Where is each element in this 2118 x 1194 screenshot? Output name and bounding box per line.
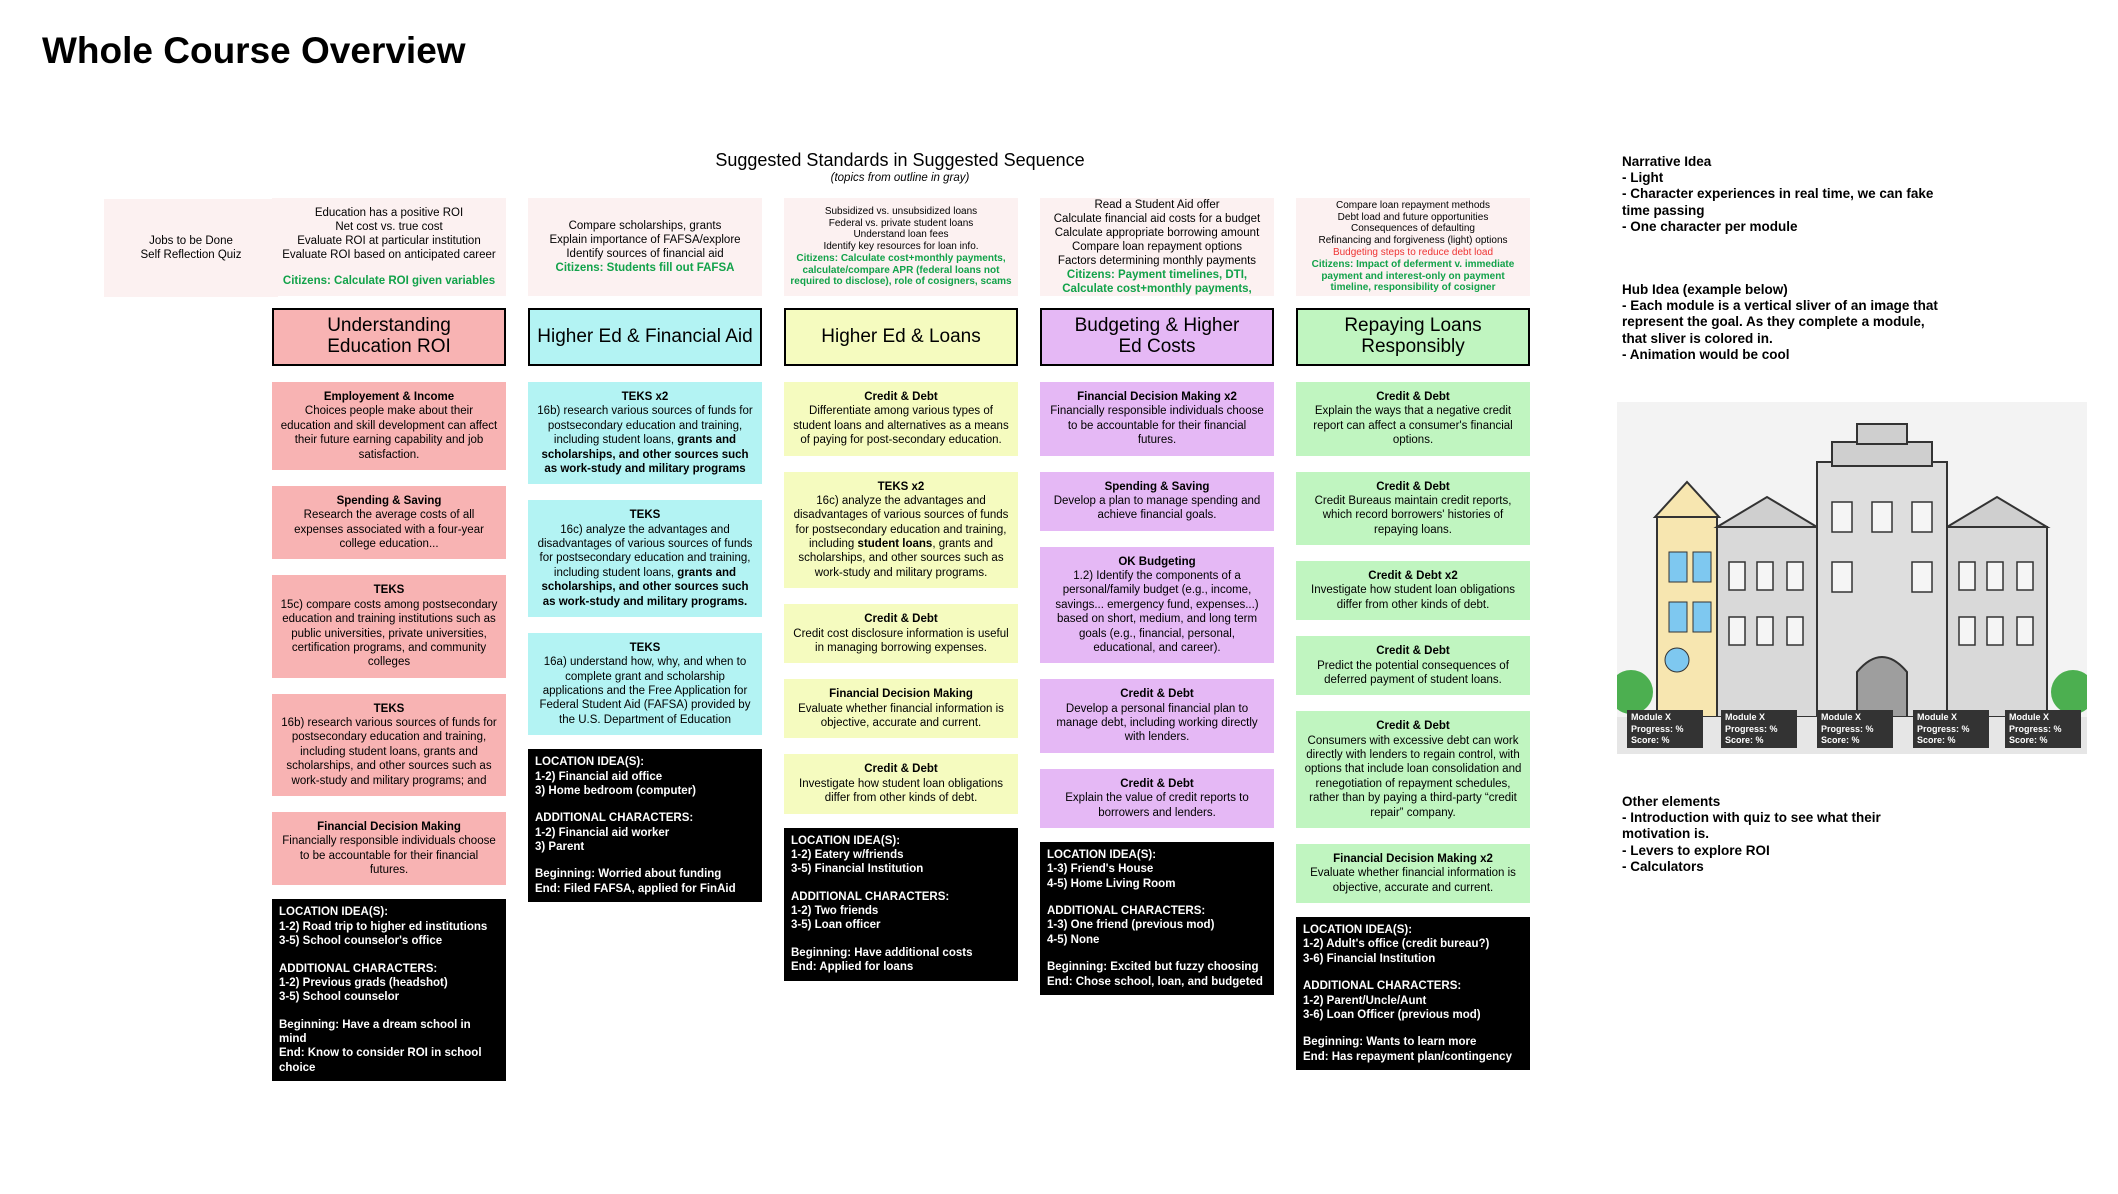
card-title: OK Budgeting: [1118, 555, 1196, 568]
topic-line: Identify key resources for loan info.: [823, 241, 979, 253]
beginning-text: Beginning: Worried about funding: [535, 868, 722, 881]
character-item: 3-5) Loan officer: [791, 919, 881, 932]
hub-module-label[interactable]: [2005, 710, 2081, 748]
narrative-line: - One character per module: [1622, 218, 1798, 234]
card-title: Credit & Debt: [864, 763, 938, 776]
page-title: Whole Course Overview: [42, 30, 466, 71]
card-title: Financial Decision Making: [317, 820, 461, 833]
standard-card: [1296, 472, 1530, 546]
card-title: TEKS: [373, 702, 405, 715]
citizens-note: Citizens: Payment timelines, DTI, Calculate cost+monthly payments,: [1062, 269, 1252, 296]
card-title: Credit & Debt: [864, 391, 938, 403]
location-box: [272, 899, 506, 1081]
location-head: LOCATION IDEA(S):: [1047, 848, 1157, 861]
character-item: 3-5) School counselor: [279, 991, 400, 1004]
hub-module-score: Score: %: [1917, 734, 1956, 745]
other-line: - Calculators: [1622, 858, 1704, 874]
hub-module-progress: Progress: %: [1821, 723, 1874, 734]
characters-head: ADDITIONAL CHARACTERS:: [1047, 905, 1206, 917]
end-text: End: Chose school, loan, and budgeted: [1047, 975, 1263, 988]
narrative-note: [1622, 154, 1952, 235]
topic-line: Factors determining monthly payments: [1057, 255, 1257, 268]
card-body: Explain the value of credit reports to borrowers and lenders.: [1065, 792, 1249, 819]
standard-card: [1296, 711, 1530, 828]
hub-module-name: Module X: [1917, 712, 1957, 723]
location-item: 3-5) Financial Institution: [791, 863, 924, 876]
card-body: Explain the ways that a negative credit report can affect a consumer's financial options.: [1313, 405, 1513, 447]
standard-card: [1296, 636, 1530, 695]
character-item: 1-2) Parent/Uncle/Aunt: [1303, 994, 1427, 1007]
topic-line: Identify sources of financial aid: [566, 248, 724, 260]
character-item: 1-2) Financial aid worker: [535, 826, 670, 839]
card-body: Credit Bureaus maintain credit reports, which record borrowers' histories of repaying loans.: [1314, 494, 1512, 536]
beginning-text: Beginning: Excited but fuzzy choosing: [1047, 961, 1259, 974]
hub-module-progress: Progress: %: [1631, 723, 1684, 734]
standard-card: [1296, 844, 1530, 903]
column-loans: [784, 198, 1018, 981]
citizens-note: Citizens: Calculate ROI given variables: [282, 275, 496, 288]
other-title: Other elements: [1622, 794, 1721, 809]
column-financial-aid: [528, 198, 762, 902]
card-body: Financially responsible individuals choose to be accountable for their financial futures.: [282, 835, 496, 876]
standard-card: [272, 812, 506, 886]
beginning-text: Beginning: Have additional costs: [791, 946, 973, 959]
location-box: [1040, 842, 1274, 995]
location-item: 3-6) Financial Institution: [1303, 952, 1436, 965]
location-head: LOCATION IDEA(S):: [791, 834, 901, 847]
beginning-text: Beginning: Wants to learn more: [1303, 1036, 1477, 1049]
card-title: Credit & Debt: [1376, 391, 1450, 403]
column-repaying: [1296, 198, 1530, 1070]
card-title: Credit & Debt: [1376, 720, 1450, 733]
hub-module-progress: Progress: %: [1725, 723, 1778, 734]
card-body: 16c) analyze the advantages and disadvantages of various sources of funds for postsecondary education and training, including student loans,: [537, 523, 753, 579]
citizens-note: Citizens: Students fill out FAFSA: [555, 262, 735, 275]
end-text: End: Know to consider ROI in school choice: [279, 1047, 482, 1074]
topic-line: Refinancing and forgiveness (light) options: [1318, 235, 1508, 247]
card-body-bold: grants and scholarships, and other sources such as work-study and military programs.: [541, 566, 749, 608]
standard-card: [272, 694, 506, 796]
sequence-heading: Suggested Standards in Suggested Sequence: [715, 150, 1085, 170]
hub-module-label[interactable]: [1721, 710, 1797, 748]
end-text: End: Filed FAFSA, applied for FinAid: [535, 882, 736, 895]
standard-card: [784, 382, 1018, 456]
card-title: Spending & Saving: [336, 494, 442, 507]
module-header[interactable]: Higher Ed & Financial Aid: [528, 308, 762, 366]
location-item: 1-2) Adult's office (credit bureau?): [1303, 938, 1490, 951]
characters-head: ADDITIONAL CHARACTERS:: [535, 812, 694, 825]
standard-card: [1040, 679, 1274, 753]
other-line: - Levers to explore ROI: [1622, 842, 1770, 858]
card-body: Credit cost disclosure information is useful in managing borrowing expenses.: [793, 627, 1009, 654]
card-title: TEKS: [629, 509, 661, 522]
card-title: TEKS: [373, 584, 405, 597]
hub-note: [1622, 282, 1952, 363]
standard-card: [528, 500, 762, 617]
topic-line: Subsidized vs. unsubsidized loans: [824, 205, 978, 217]
card-body-bold: grants and scholarships, and other sources such as work-study and military programs: [541, 434, 749, 475]
topic-red-line: Budgeting steps to reduce debt load: [1332, 247, 1494, 258]
standard-card: [784, 472, 1018, 589]
building-icon: [1617, 402, 2087, 754]
standard-card: [784, 679, 1018, 738]
topic-line: Federal vs. private student loans: [828, 217, 974, 229]
location-head: LOCATION IDEA(S):: [535, 756, 645, 769]
hub-building-illustration: [1617, 402, 2087, 754]
standard-card: [1040, 547, 1274, 664]
hub-module-name: Module X: [1725, 712, 1765, 723]
standard-card: [1040, 472, 1274, 531]
location-item: 4-5) Home Living Room: [1047, 877, 1176, 890]
sequence-subheading: (topics from outline in gray): [830, 172, 970, 184]
location-head: LOCATION IDEA(S):: [1303, 924, 1413, 936]
card-title: Financial Decision Making: [829, 688, 973, 701]
hub-module-label[interactable]: [1817, 710, 1893, 748]
character-item: 3-6) Loan Officer (previous mod): [1303, 1008, 1481, 1021]
card-body: 15c) compare costs among postsecondary education and training institutions such as public universities, private universities, certification programs, and community colleges: [280, 598, 498, 669]
card-title: Employement & Income: [323, 391, 455, 403]
hub-module-name: Module X: [1821, 712, 1861, 723]
location-item: 1-2) Road trip to higher ed institutions: [279, 920, 488, 933]
card-body: 16b) research various sources of funds for postsecondary education and training, including student loans, grants and scholarships, and other sources such as work-study and military programs; and: [281, 717, 497, 787]
card-body: Predict the potential consequences of deferred payment of student loans.: [1317, 659, 1509, 686]
standard-card: [784, 604, 1018, 663]
hub-module-label[interactable]: [1913, 710, 1989, 748]
standard-card: [1040, 769, 1274, 828]
card-title: TEKS: [629, 641, 661, 654]
location-item: 3) Home bedroom (computer): [535, 784, 697, 797]
hub-module-score: Score: %: [1631, 734, 1670, 745]
module-header[interactable]: Understanding Education ROI: [272, 308, 506, 366]
location-box: [784, 828, 1018, 981]
card-body: Financially responsible individuals choose to be accountable for their financial futures.: [1050, 405, 1264, 447]
card-title: Credit & Debt x2: [1368, 570, 1458, 582]
standard-card: [1296, 382, 1530, 456]
sequence-heading-block: [560, 150, 1240, 184]
topic-line: Evaluate ROI at particular institution: [297, 234, 481, 247]
card-title: Financial Decision Making x2: [1333, 852, 1493, 865]
card-title: Credit & Debt: [1376, 645, 1450, 658]
character-item: 1-2) Two friends: [791, 905, 879, 917]
column-budgeting: [1040, 198, 1274, 995]
location-item: 1-2) Financial aid office: [535, 770, 663, 783]
character-item: 1-3) One friend (previous mod): [1047, 919, 1215, 932]
topic-line: Education has a positive ROI: [314, 206, 464, 219]
card-body: 16b) research various sources of funds for postsecondary education and training, including student loans,: [537, 405, 753, 447]
topic-box: [1040, 198, 1274, 296]
location-box: [528, 749, 762, 902]
card-title: Financial Decision Making x2: [1077, 391, 1237, 403]
beginning-text: Beginning: Have a dream school in mind: [279, 1018, 471, 1045]
card-title: TEKS x2: [877, 480, 925, 493]
location-item: 1-2) Eatery w/friends: [791, 848, 904, 861]
hub-title: Hub Idea (example below): [1622, 282, 1788, 297]
card-body: 16a) understand how, why, and when to complete grant and scholarship applications and the Free Application for Federal Student Aid (FAFSA) provided by the U.S. Department of Education: [539, 656, 751, 726]
narrative-line: - Light: [1622, 170, 1664, 186]
topic-box: [784, 198, 1018, 296]
card-title: Credit & Debt: [1120, 777, 1194, 790]
card-body: Evaluate whether financial information is objective, accurate and current.: [798, 702, 1004, 729]
card-body: Develop a personal financial plan to manage debt, including working directly with lenders.: [1056, 702, 1258, 744]
location-box: [1296, 917, 1530, 1070]
characters-head: ADDITIONAL CHARACTERS:: [279, 962, 438, 975]
card-title: Credit & Debt: [1120, 688, 1194, 701]
card-title: Spending & Saving: [1104, 480, 1210, 493]
standard-card: [528, 633, 762, 735]
citizens-note: Citizens: Impact of deferment v. immediate payment and interest-only on payment timeline, responsibility of cosigner: [1311, 258, 1515, 294]
location-item: 1-3) Friend's House: [1047, 863, 1154, 876]
card-title: Credit & Debt: [1376, 480, 1450, 493]
hub-module-score: Score: %: [1821, 734, 1860, 745]
standard-card: [272, 382, 506, 470]
topic-line: Evaluate ROI based on anticipated career: [282, 249, 496, 261]
hub-module-progress: Progress: %: [2009, 723, 2062, 734]
card-body: Consumers with excessive debt can work directly with lenders to regain control, with options that include loan consolidation and renegotiation of repayment schedules, rather than by paying a third-party “credit repair” company.: [1304, 734, 1522, 819]
location-head: LOCATION IDEA(S):: [279, 906, 389, 919]
card-body-after: , grants and scholarships, and other sources such as work-study and military programs.: [798, 538, 1004, 579]
topic-box: [528, 198, 762, 296]
characters-head: ADDITIONAL CHARACTERS:: [791, 890, 950, 903]
card-body: Investigate how student loan obligations differ from other kinds of debt.: [799, 777, 1003, 805]
standard-card: [528, 382, 762, 484]
other-elements-note: [1622, 794, 1952, 875]
other-line: - Introduction with quiz to see what their motivation is.: [1622, 810, 1881, 842]
hub-module-score: Score: %: [1725, 734, 1764, 745]
module-header[interactable]: Budgeting & Higher Ed Costs: [1040, 308, 1274, 366]
jobs-line: Self Reflection Quiz: [140, 249, 242, 261]
standard-card: [1296, 561, 1530, 620]
card-body: Choices people make about their education and skill development can affect their future earning capability and job satisfaction.: [280, 405, 498, 461]
card-body-bold: student loans: [857, 538, 933, 550]
hub-line: - Animation would be cool: [1622, 346, 1790, 362]
character-item: 3) Parent: [535, 841, 585, 853]
topic-line: Calculate appropriate borrowing amount: [1054, 226, 1260, 239]
card-body: 16c) analyze the advantages and disadvantages of various sources of funds for postsecondary education and training, including: [793, 494, 1009, 550]
card-title: Credit & Debt: [864, 613, 938, 626]
jobs-line: Jobs to be Done: [149, 234, 233, 247]
card-body: Develop a plan to manage spending and achieve financial goals.: [1053, 494, 1261, 522]
hub-module-name: Module X: [1631, 712, 1671, 723]
location-item: 3-5) School counselor's office: [279, 935, 443, 948]
characters-head: ADDITIONAL CHARACTERS:: [1303, 980, 1462, 993]
topic-line: Compare loan repayment methods: [1336, 199, 1490, 211]
standard-card: [1040, 382, 1274, 456]
topic-line: Compare loan repayment options: [1071, 241, 1243, 253]
topic-line: Explain importance of FAFSA/explore: [549, 233, 741, 246]
card-body: Investigate how student loan obligations differ from other kinds of debt.: [1311, 584, 1515, 611]
column-education-roi: [272, 198, 506, 1081]
topic-line: Consequences of defaulting: [1351, 223, 1475, 235]
standard-card: [272, 486, 506, 560]
standard-card: [784, 754, 1018, 813]
citizens-note: Citizens: Calculate cost+monthly payments, calculate/compare APR (federal loans not required to disclose), role of cosigners, scams: [790, 252, 1012, 288]
character-item: 4-5) None: [1047, 933, 1100, 946]
hub-module-name: Module X: [2009, 712, 2049, 723]
end-text: End: Has repayment plan/contingency: [1303, 1050, 1512, 1063]
card-body: 1.2) Identify the components of a personal/family budget (e.g., income, savings... emergency fund, expenses...) based on short, medium, and long term goals (e.g., financial, personal, educational, and career).: [1055, 570, 1259, 654]
character-item: 1-2) Previous grads (headshot): [279, 976, 448, 989]
topic-box: [1296, 198, 1530, 296]
module-header[interactable]: Repaying Loans Responsibly: [1296, 308, 1530, 366]
topic-line: Compare scholarships, grants: [568, 219, 722, 232]
topic-line: Calculate financial aid costs for a budget: [1053, 212, 1261, 225]
hub-module-progress: Progress: %: [1917, 723, 1970, 734]
card-body: Evaluate whether financial information is objective, accurate and current.: [1310, 867, 1516, 894]
topic-line: Read a Student Aid offer: [1094, 198, 1220, 211]
card-title: TEKS x2: [621, 391, 669, 403]
end-text: End: Applied for loans: [791, 961, 914, 974]
jobs-box: [104, 199, 278, 297]
standard-card: [272, 575, 506, 677]
topic-box: [272, 198, 506, 296]
narrative-title: Narrative Idea: [1622, 154, 1712, 169]
card-body: Differentiate among various types of student loans and alternatives as a means of paying for post-secondary education.: [793, 405, 1009, 447]
hub-module-score: Score: %: [2009, 734, 2048, 745]
hub-line: - Each module is a vertical sliver of an image that represent the goal. As they complete a module, that sliver is colored in.: [1622, 298, 1938, 346]
card-body: Research the average costs of all expenses associated with a four-year college education...: [294, 509, 484, 550]
module-header[interactable]: Higher Ed & Loans: [784, 308, 1018, 366]
hub-module-label[interactable]: [1627, 710, 1703, 748]
narrative-line: - Character experiences in real time, we can fake time passing: [1622, 186, 1934, 218]
topic-line: Understand loan fees: [853, 229, 949, 241]
topic-line: Net cost vs. true cost: [335, 220, 443, 233]
topic-line: Debt load and future opportunities: [1337, 211, 1489, 223]
